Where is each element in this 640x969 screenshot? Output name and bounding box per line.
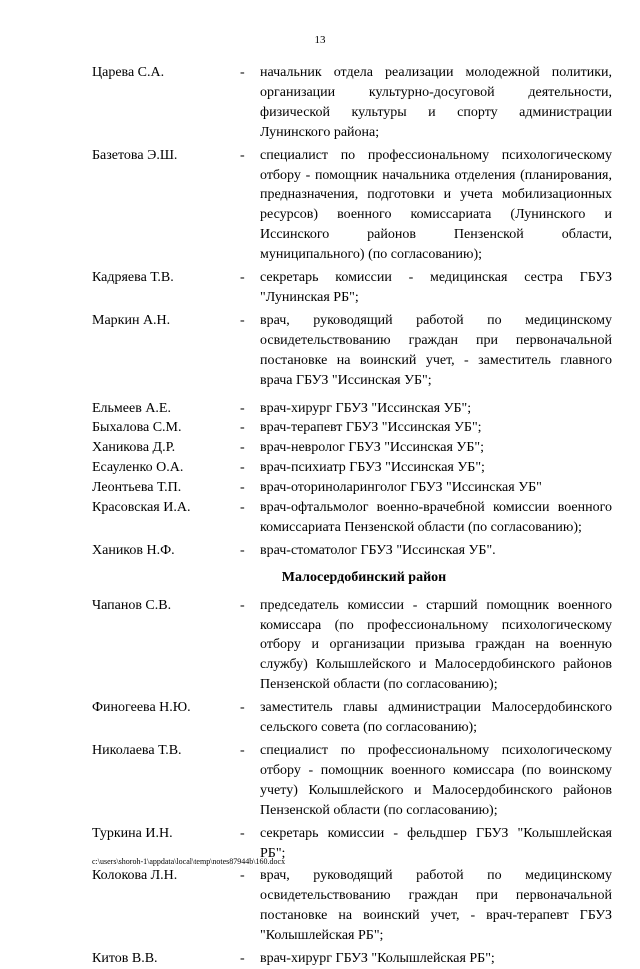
member-entry [92,268,612,308]
member-entry [92,498,612,538]
entry-dash: - [240,825,245,841]
member-entry [92,596,612,696]
member-name: Китов В.В. [92,951,158,967]
member-entry [92,478,612,498]
member-entry [92,311,612,391]
entry-dash: - [240,420,245,436]
member-name: Есауленко О.А. [92,460,184,476]
member-name: Кадряева Т.В. [92,270,174,286]
member-role: врач-невролог ГБУЗ "Иссинская УБ"; [260,440,484,456]
member-name: Красовская И.А. [92,500,191,516]
member-name: Хаников Н.Ф. [92,542,175,558]
member-role: заместитель главы администрации Малосердобинского сельского совета (по согласованию); [260,700,612,736]
entry-dash: - [240,480,245,496]
member-role: врач-психиатр ГБУЗ "Иссинская УБ"; [260,460,485,476]
member-role: врач-стоматолог ГБУЗ "Иссинская УБ". [260,542,496,558]
member-entry [92,438,612,458]
entry-dash: - [240,400,245,416]
member-entry [92,63,612,143]
member-name: Быхалова С.М. [92,420,182,436]
entry-dash: - [240,65,245,80]
entry-dash: - [240,597,245,613]
member-name: Чапанов С.В. [92,597,172,613]
member-entry [92,458,612,478]
footer-file-path: c:\users\shoroh-1\appdata\local\temp\notes87944b\160.docx [92,857,286,866]
commission-member-list [92,63,612,969]
entry-dash: - [240,500,245,516]
member-role: врач, руководящий работой по медицинскому освидетельствованию граждан при первоначальной постановке на воинский учет, - заместитель главного врача ГБУЗ "Иссинская УБ"; [260,312,612,388]
member-entry [92,146,612,265]
member-role: специалист по профессиональному психологическому отбору - помощник военного комиссара (по воинскому учету) Колышлейского и Малосердобинского районов Пензенской области (по согласованию); [260,743,612,818]
entry-dash: - [240,700,245,716]
member-name: Ханикова Д.Р. [92,440,176,456]
member-name: Базетова Э.Ш. [92,147,178,163]
entry-dash: - [240,951,245,967]
entry-dash: - [240,460,245,476]
entry-dash: - [240,868,245,884]
section-heading: Малосердобинский район [281,569,447,585]
member-name: Царева С.А. [92,65,165,80]
page-number: 13 [314,34,326,46]
member-name: Финогеева Н.Ю. [92,700,191,716]
member-entry [92,541,612,561]
member-entry [92,949,612,969]
member-name: Ельмеев А.Е. [92,400,171,416]
member-name: Леонтьева Т.П. [92,480,182,496]
entry-dash: - [240,743,245,758]
member-role: врач-хирург ГБУЗ "Колышлейская РБ"; [260,951,495,967]
entry-dash: - [240,147,245,163]
member-role: врач-оториноларинголог ГБУЗ "Иссинская УБ" [260,480,542,496]
member-name: Николаева Т.В. [92,743,182,758]
member-role: начальник отдела реализации молодежной политики, организации культурно-досуговой деятельности, физической культуры и спорту администрации Лунинского района; [260,65,612,140]
member-entry [92,698,612,738]
member-entry [92,741,612,821]
member-entry [92,418,612,438]
member-role: секретарь комиссии - медицинская сестра ГБУЗ "Лунинская РБ"; [260,270,612,305]
entry-dash: - [240,440,245,456]
entry-dash: - [240,270,245,286]
member-entry [92,399,612,419]
member-name: Туркина И.Н. [92,825,173,841]
member-role: врач-хирург ГБУЗ "Иссинская УБ"; [260,400,472,416]
member-role: врач-терапевт ГБУЗ "Иссинская УБ"; [260,420,482,436]
entry-dash: - [240,312,245,328]
member-role: председатель комиссии - старший помощник военного комиссара (по профессиональному психологическому отбору и организации призыва граждан на военную службу) Колышлейского и Малосердобинского районов Пензенской области (по согласованию); [260,597,612,693]
member-name: Маркин А.Н. [92,312,171,328]
member-role: секретарь комиссии - фельдшер ГБУЗ "Колышлейская РБ"; [260,825,612,861]
member-entry [92,866,612,946]
entry-dash: - [240,542,245,558]
member-role: врач, руководящий работой по медицинскому освидетельствованию граждан при первоначальной постановке на воинский учет, - врач-терапевт ГБУЗ "Колышлейская РБ"; [260,868,612,944]
member-role: специалист по профессиональному психологическому отбору - помощник начальника отделения (планирования, предназначения, подготовки и учета мобилизационных ресурсов) военного комиссариата (Лунинского и Иссинского районов Пензенской области, муниципального) (по согласованию); [260,147,612,263]
member-name: Колокова Л.Н. [92,868,178,884]
member-role: врач-офтальмолог военно-врачебной комиссии военного комиссариата Пензенской области (по согласованию); [260,500,612,535]
